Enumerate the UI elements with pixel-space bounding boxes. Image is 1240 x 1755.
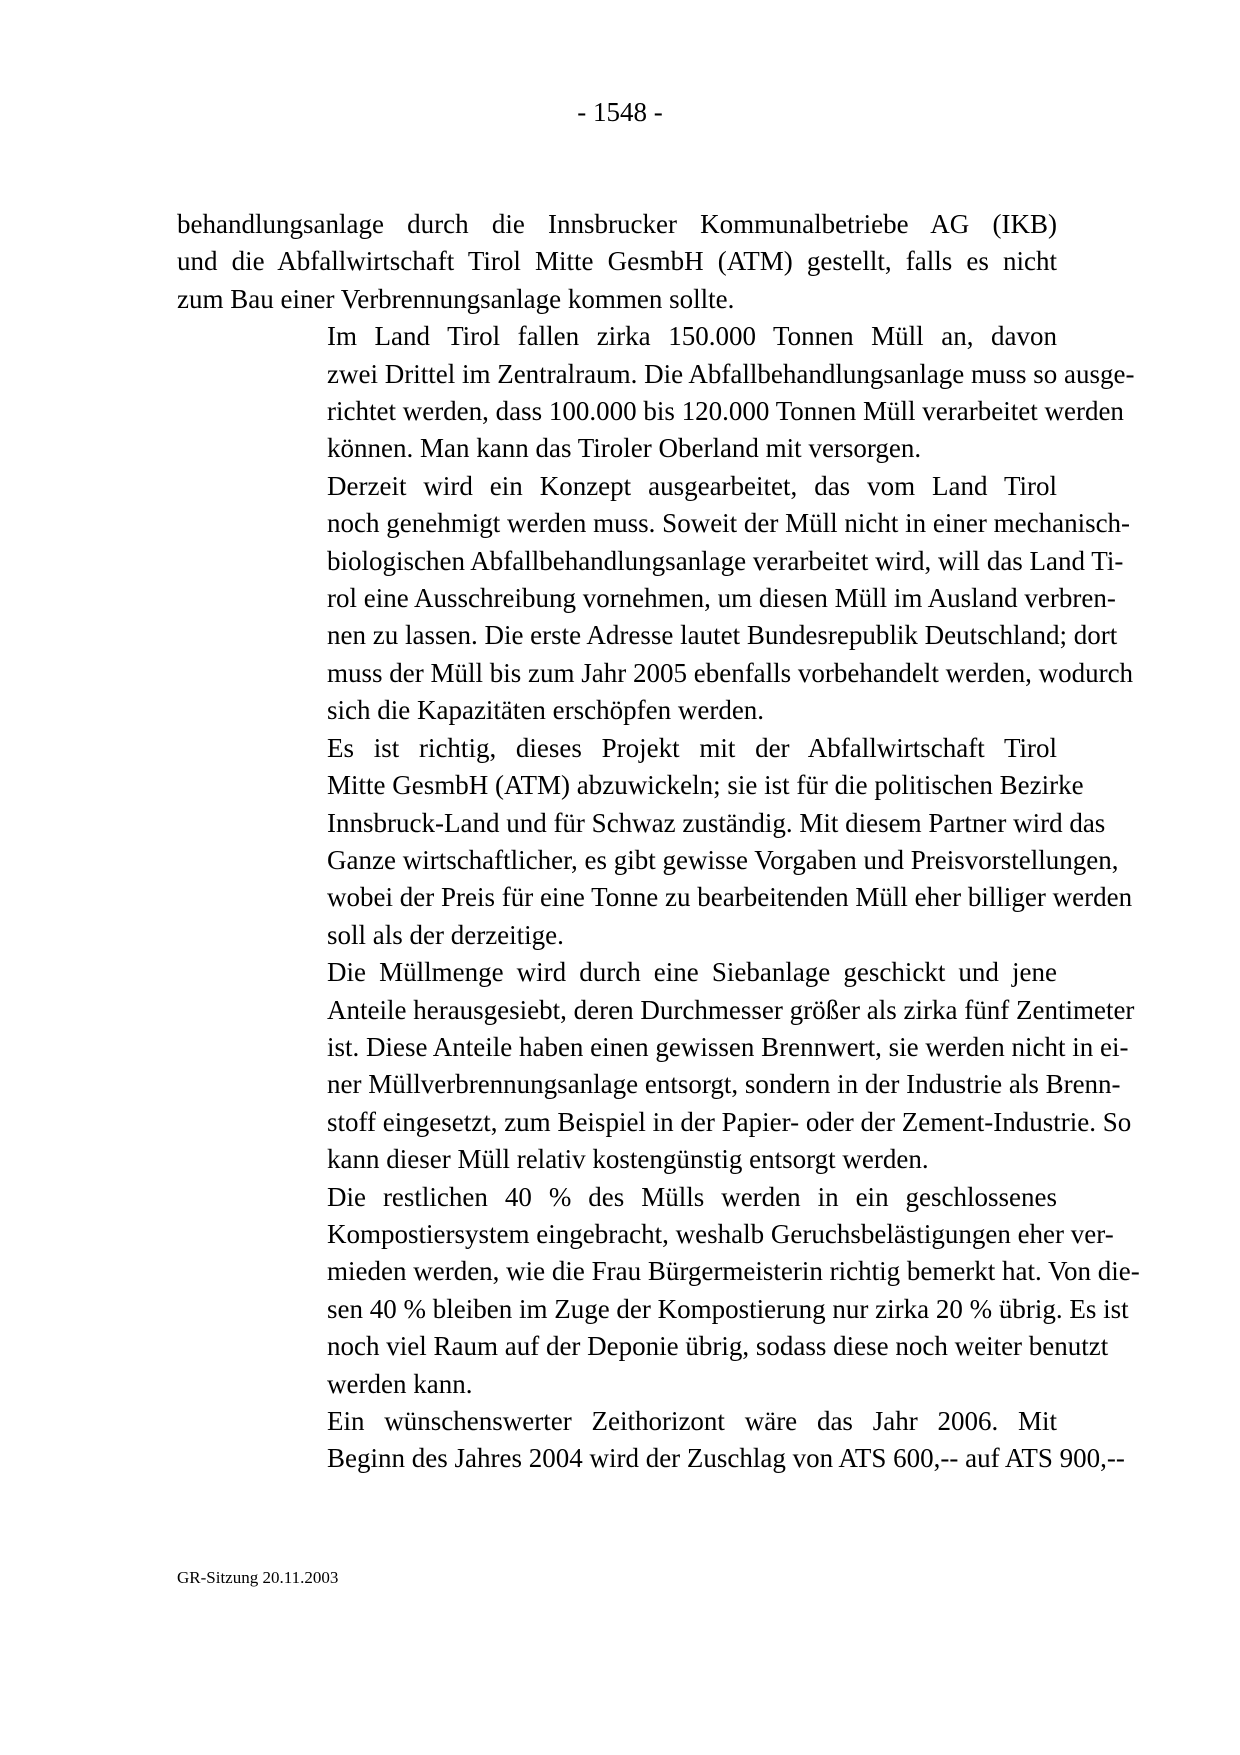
text-line: Im Land Tirol fallen zirka 150.000 Tonnen Müll an, davon xyxy=(327,321,1057,352)
paragraph xyxy=(177,318,1135,468)
text-line: werden kann. xyxy=(327,1368,473,1399)
text-line: ist. Diese Anteile haben einen gewissen Brennwert, sie werden nicht in ei- xyxy=(327,1031,1129,1062)
paragraph xyxy=(177,730,1133,954)
text-line: Es ist richtig, dieses Projekt mit der Abfallwirtschaft Tirol xyxy=(327,732,1057,763)
text-line: behandlungsanlage durch die Innsbrucker Kommunalbetriebe AG (IKB) xyxy=(177,209,1057,239)
text-line: Die Müllmenge wird durch eine Siebanlage geschickt und jene xyxy=(327,957,1057,988)
text-line: sen 40 % bleiben im Zuge der Kompostierung nur zirka 20 % übrig. Es ist xyxy=(327,1293,1129,1324)
text-line: muss der Müll bis zum Jahr 2005 ebenfalls vorbehandelt werden, wodurch xyxy=(327,657,1134,688)
text-line: Innsbruck-Land und für Schwaz zuständig. Mit diesem Partner wird das xyxy=(327,807,1106,838)
text-line: Die restlichen 40 % des Mülls werden in ein geschlossenes xyxy=(327,1181,1057,1212)
paragraph xyxy=(177,468,1134,730)
paragraph xyxy=(177,954,1135,1178)
text-line: ner Müllverbrennungsanlage entsorgt, sondern in der Industrie als Brenn- xyxy=(327,1069,1121,1100)
text-line: Anteile herausgesiebt, deren Durchmesser größer als zirka fünf Zentimeter xyxy=(327,994,1135,1025)
text-line: stoff eingesetzt, zum Beispiel in der Papier- oder der Zement-Industrie. So xyxy=(327,1106,1132,1137)
text-line: Kompostiersystem eingebracht, weshalb Geruchsbelästigungen eher ver- xyxy=(327,1218,1114,1249)
text-line: noch genehmigt werden muss. Soweit der Müll nicht in einer mechanisch- xyxy=(327,508,1131,539)
text-line: rol eine Ausschreibung vornehmen, um diesen Müll im Ausland verbren- xyxy=(327,583,1116,614)
text-line: kann dieser Müll relativ kostengünstig entsorgt werden. xyxy=(327,1144,929,1175)
text-line: sich die Kapazitäten erschöpfen werden. xyxy=(327,695,765,726)
text-line: Derzeit wird ein Konzept ausgearbeitet, das vom Land Tirol xyxy=(327,470,1057,501)
text-line: soll als der derzeitige. xyxy=(327,919,564,950)
text-line: zum Bau einer Verbrennungsanlage kommen sollte. xyxy=(177,283,735,314)
paragraph xyxy=(177,1403,1125,1478)
text-line: biologischen Abfallbehandlungsanlage verarbeitet wird, will das Land Ti- xyxy=(327,545,1124,576)
text-line: nen zu lassen. Die erste Adresse lautet Bundesrepublik Deutschland; dort xyxy=(327,620,1118,651)
text-line: noch viel Raum auf der Deponie übrig, sodass diese noch weiter benutzt xyxy=(327,1331,1109,1362)
text-line: können. Man kann das Tiroler Oberland mit versorgen. xyxy=(327,433,922,464)
text-line: zwei Drittel im Zentralraum. Die Abfallbehandlungsanlage muss so ausge- xyxy=(327,358,1135,389)
text-line: Ein wünschenswerter Zeithorizont wäre das Jahr 2006. Mit xyxy=(327,1406,1057,1436)
text-line: mieden werden, wie die Frau Bürgermeisterin richtig bemerkt hat. Von die- xyxy=(327,1256,1140,1287)
text-line: Beginn des Jahres 2004 wird der Zuschlag von ATS 600,-- auf ATS 900,-- xyxy=(327,1443,1125,1474)
text-line: und die Abfallwirtschaft Tirol Mitte GesmbH (ATM) gestellt, falls es nicht xyxy=(177,246,1057,277)
document-body xyxy=(177,206,1140,1478)
text-line: richtet werden, dass 100.000 bis 120.000 Tonnen Müll verarbeitet werden xyxy=(327,396,1124,427)
text-line: Ganze wirtschaftlicher, es gibt gewisse Vorgaben und Preisvorstellungen, xyxy=(327,844,1119,875)
footer-session-date: GR-Sitzung 20.11.2003 xyxy=(177,1568,339,1587)
paragraph xyxy=(177,1179,1140,1403)
paragraph xyxy=(177,206,1057,318)
text-line: wobei der Preis für eine Tonne zu bearbeitenden Müll eher billiger werden xyxy=(327,882,1133,913)
page-number: - 1548 - xyxy=(577,97,663,127)
text-line: Mitte GesmbH (ATM) abzuwickeln; sie ist für die politischen Bezirke xyxy=(327,770,1084,801)
